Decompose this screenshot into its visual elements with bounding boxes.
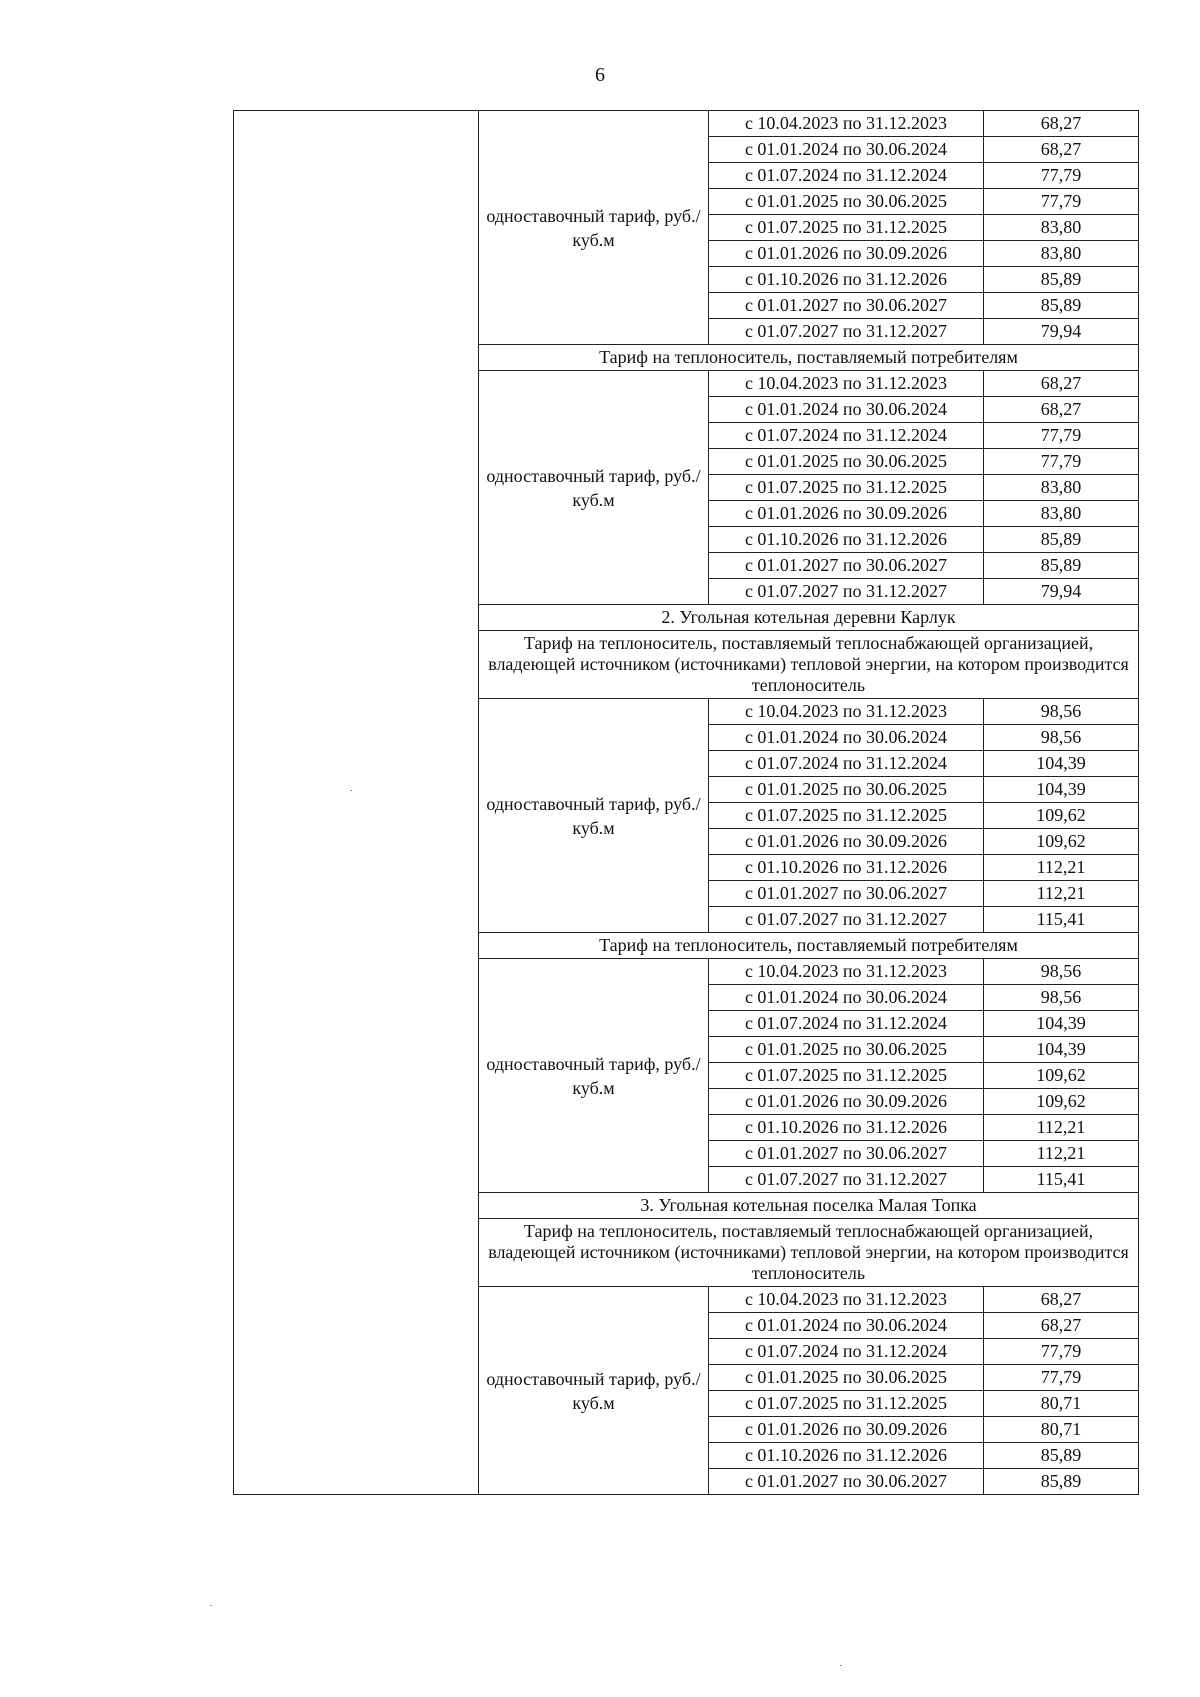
scan-speck — [210, 1605, 212, 1606]
period-cell: с 01.01.2025 по 30.06.2025 — [709, 449, 984, 475]
tariff-value-cell: 68,27 — [984, 1287, 1139, 1313]
tariff-value-cell: 112,21 — [984, 1141, 1139, 1167]
tariff-value-cell: 109,62 — [984, 1063, 1139, 1089]
period-cell: с 01.01.2024 по 30.06.2024 — [709, 985, 984, 1011]
tariff-value-cell: 109,62 — [984, 1089, 1139, 1115]
period-cell: с 01.01.2024 по 30.06.2024 — [709, 1313, 984, 1339]
period-cell: с 01.01.2027 по 30.06.2027 — [709, 1141, 984, 1167]
tariff-value-cell: 83,80 — [984, 241, 1139, 267]
period-cell: с 01.07.2024 по 31.12.2024 — [709, 1339, 984, 1365]
period-cell: с 01.07.2024 по 31.12.2024 — [709, 1011, 984, 1037]
period-cell: с 10.04.2023 по 31.12.2023 — [709, 371, 984, 397]
period-cell: с 01.07.2025 по 31.12.2025 — [709, 1063, 984, 1089]
period-cell: с 10.04.2023 по 31.12.2023 — [709, 1287, 984, 1313]
tariff-value-cell: 98,56 — [984, 985, 1139, 1011]
scan-speck — [840, 1665, 842, 1666]
period-cell: с 01.07.2027 по 31.12.2027 — [709, 319, 984, 345]
tariff-value-cell: 115,41 — [984, 1167, 1139, 1193]
period-cell: с 01.01.2025 по 30.06.2025 — [709, 189, 984, 215]
page-number: 6 — [595, 64, 605, 86]
tariff-table — [233, 110, 1139, 1495]
period-cell: с 01.10.2026 по 31.12.2026 — [709, 1115, 984, 1141]
period-cell: с 01.10.2026 по 31.12.2026 — [709, 1443, 984, 1469]
period-cell: с 01.01.2026 по 30.09.2026 — [709, 501, 984, 527]
period-cell: с 01.07.2024 по 31.12.2024 — [709, 751, 984, 777]
tariff-value-cell: 77,79 — [984, 423, 1139, 449]
tariff-type-cell: одноставочный тариф, руб./куб.м — [479, 699, 709, 933]
period-cell: с 01.07.2024 по 31.12.2024 — [709, 423, 984, 449]
tariff-value-cell: 104,39 — [984, 1011, 1139, 1037]
tariff-table-body — [234, 111, 1139, 1495]
period-cell: с 01.07.2027 по 31.12.2027 — [709, 907, 984, 933]
period-cell: с 01.01.2027 по 30.06.2027 — [709, 881, 984, 907]
tariff-value-cell: 68,27 — [984, 1313, 1139, 1339]
tariff-type-cell: одноставочный тариф, руб./куб.м — [479, 371, 709, 605]
tariff-value-cell: 98,56 — [984, 699, 1139, 725]
period-cell: с 10.04.2023 по 31.12.2023 — [709, 111, 984, 137]
tariff-value-cell: 109,62 — [984, 803, 1139, 829]
tariff-value-cell: 77,79 — [984, 449, 1139, 475]
period-cell: с 01.07.2027 по 31.12.2027 — [709, 579, 984, 605]
period-cell: с 01.10.2026 по 31.12.2026 — [709, 527, 984, 553]
tariff-type-cell: одноставочный тариф, руб./куб.м — [479, 111, 709, 345]
tariff-value-cell: 112,21 — [984, 881, 1139, 907]
period-cell: с 01.01.2024 по 30.06.2024 — [709, 397, 984, 423]
tariff-value-cell: 83,80 — [984, 215, 1139, 241]
organization-column — [234, 111, 479, 1495]
tariff-value-cell: 68,27 — [984, 397, 1139, 423]
tariff-value-cell: 83,80 — [984, 501, 1139, 527]
tariff-value-cell: 98,56 — [984, 725, 1139, 751]
period-cell: с 01.07.2025 по 31.12.2025 — [709, 1391, 984, 1417]
table-row — [234, 111, 1139, 137]
period-cell: с 01.01.2025 по 30.06.2025 — [709, 1365, 984, 1391]
tariff-value-cell: 85,89 — [984, 527, 1139, 553]
tariff-value-cell: 98,56 — [984, 959, 1139, 985]
tariff-value-cell: 80,71 — [984, 1391, 1139, 1417]
period-cell: с 01.01.2027 по 30.06.2027 — [709, 1469, 984, 1495]
tariff-value-cell: 77,79 — [984, 1365, 1139, 1391]
tariff-value-cell: 80,71 — [984, 1417, 1139, 1443]
tariff-value-cell: 77,79 — [984, 1339, 1139, 1365]
period-cell: с 01.01.2026 по 30.09.2026 — [709, 829, 984, 855]
tariff-value-cell: 85,89 — [984, 1443, 1139, 1469]
period-cell: с 10.04.2023 по 31.12.2023 — [709, 699, 984, 725]
tariff-type-cell: одноставочный тариф, руб./куб.м — [479, 959, 709, 1193]
period-cell: с 01.07.2025 по 31.12.2025 — [709, 803, 984, 829]
period-cell: с 01.07.2025 по 31.12.2025 — [709, 475, 984, 501]
period-cell: с 10.04.2023 по 31.12.2023 — [709, 959, 984, 985]
period-cell: с 01.01.2024 по 30.06.2024 — [709, 137, 984, 163]
tariff-value-cell: 85,89 — [984, 293, 1139, 319]
section-header: Тариф на теплоноситель, поставляемый потребителям — [479, 933, 1139, 959]
tariff-value-cell: 112,21 — [984, 855, 1139, 881]
tariff-value-cell: 85,89 — [984, 553, 1139, 579]
period-cell: с 01.07.2024 по 31.12.2024 — [709, 163, 984, 189]
period-cell: с 01.01.2026 по 30.09.2026 — [709, 1417, 984, 1443]
period-cell: с 01.07.2025 по 31.12.2025 — [709, 215, 984, 241]
tariff-value-cell: 79,94 — [984, 579, 1139, 605]
period-cell: с 01.01.2026 по 30.09.2026 — [709, 241, 984, 267]
tariff-type-cell: одноставочный тариф, руб./куб.м — [479, 1287, 709, 1495]
period-cell: с 01.07.2027 по 31.12.2027 — [709, 1167, 984, 1193]
tariff-value-cell: 104,39 — [984, 1037, 1139, 1063]
section-header: Тариф на теплоноситель, поставляемый теплоснабжающей организацией, владеющей источником (источниками) тепловой энергии, на котором производится теплоноситель — [479, 631, 1139, 699]
tariff-value-cell: 104,39 — [984, 751, 1139, 777]
tariff-value-cell: 79,94 — [984, 319, 1139, 345]
tariff-value-cell: 115,41 — [984, 907, 1139, 933]
period-cell: с 01.10.2026 по 31.12.2026 — [709, 267, 984, 293]
tariff-value-cell: 104,39 — [984, 777, 1139, 803]
tariff-value-cell: 77,79 — [984, 189, 1139, 215]
tariff-value-cell: 112,21 — [984, 1115, 1139, 1141]
period-cell: с 01.01.2025 по 30.06.2025 — [709, 1037, 984, 1063]
period-cell: с 01.01.2024 по 30.06.2024 — [709, 725, 984, 751]
section-header: 3. Угольная котельная поселка Малая Топка — [479, 1193, 1139, 1219]
tariff-value-cell: 85,89 — [984, 267, 1139, 293]
tariff-value-cell: 68,27 — [984, 371, 1139, 397]
tariff-value-cell: 109,62 — [984, 829, 1139, 855]
section-header: Тариф на теплоноситель, поставляемый потребителям — [479, 345, 1139, 371]
period-cell: с 01.01.2027 по 30.06.2027 — [709, 553, 984, 579]
tariff-value-cell: 68,27 — [984, 111, 1139, 137]
tariff-value-cell: 85,89 — [984, 1469, 1139, 1495]
period-cell: с 01.01.2025 по 30.06.2025 — [709, 777, 984, 803]
tariff-value-cell: 68,27 — [984, 137, 1139, 163]
tariff-value-cell: 83,80 — [984, 475, 1139, 501]
tariff-value-cell: 77,79 — [984, 163, 1139, 189]
period-cell: с 01.10.2026 по 31.12.2026 — [709, 855, 984, 881]
section-header: 2. Угольная котельная деревни Карлук — [479, 605, 1139, 631]
period-cell: с 01.01.2027 по 30.06.2027 — [709, 293, 984, 319]
period-cell: с 01.01.2026 по 30.09.2026 — [709, 1089, 984, 1115]
section-header: Тариф на теплоноситель, поставляемый теплоснабжающей организацией, владеющей источником (источниками) тепловой энергии, на котором производится теплоноситель — [479, 1219, 1139, 1287]
scan-speck — [350, 790, 352, 791]
